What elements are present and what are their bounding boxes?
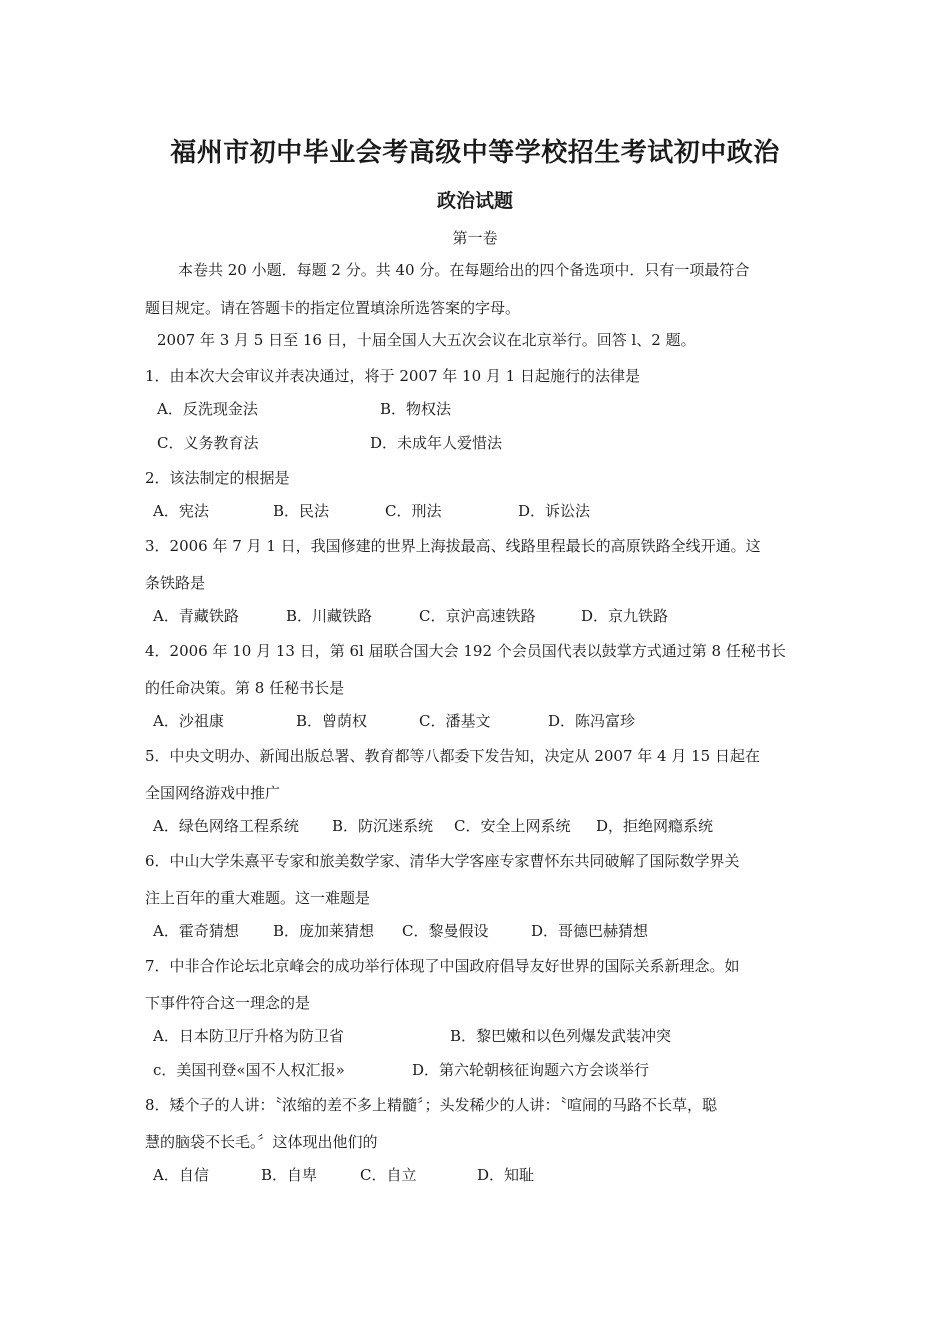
question-1-stem: 1．由本次大会审议并表决通过，将于 2007 年 10 月 1 日起施行的法律是 bbox=[145, 367, 640, 385]
question-5-option-c: C．安全上网系统 bbox=[454, 817, 571, 835]
question-8-option-b: B．自卑 bbox=[261, 1166, 318, 1184]
question-3-option-a: A．青藏铁路 bbox=[153, 607, 239, 625]
question-3-stem-line-2: 条铁路是 bbox=[145, 574, 206, 592]
question-4-stem-line-1: 4．2006 年 10 月 13 日，第 6l 届联合国大会 192 个会员国代表以鼓掌方式通过第 8 任秘书长 bbox=[145, 642, 786, 660]
question-3-option-d: D．京九铁路 bbox=[581, 607, 669, 625]
question-1-option-b: B．物权法 bbox=[380, 400, 452, 418]
question-5-stem-line-1: 5．中央文明办、新闻出版总署、教育都等八都委下发告知，决定从 2007 年 4 月 15 日起在 bbox=[145, 747, 760, 765]
question-6-option-c: C．黎曼假设 bbox=[402, 922, 489, 940]
question-8-option-d: D．知耻 bbox=[477, 1166, 535, 1184]
question-1-option-d: D．未成年人爱惜法 bbox=[370, 434, 503, 452]
question-6-option-d: D．哥德巴赫猜想 bbox=[531, 922, 649, 940]
question-2-option-b: B．民法 bbox=[273, 502, 330, 520]
question-4-option-a: A．沙祖康 bbox=[153, 712, 224, 730]
question-5-option-b: B．防沉迷系统 bbox=[332, 817, 434, 835]
instructions-line-2: 题目规定。请在答题卡的指定位置填涂所选答案的字母。 bbox=[145, 299, 521, 317]
question-7-option-d: D．第六轮朝核征询题六方会谈举行 bbox=[412, 1061, 650, 1079]
question-8-option-c: C．自立 bbox=[360, 1166, 417, 1184]
question-6-option-b: B．庞加莱猜想 bbox=[273, 922, 375, 940]
question-2-stem: 2．该法制定的根据是 bbox=[145, 469, 290, 487]
question-4-option-b: B．曾荫权 bbox=[296, 712, 368, 730]
context-paragraph: 2007 年 3 月 5 日至 16 日，十届全国人大五次会议在北京举行。回答 l、2 题。 bbox=[157, 331, 696, 349]
page-subtitle: 政治试题 bbox=[436, 190, 513, 212]
question-6-stem-line-1: 6．中山大学朱熹平专家和旅美数学家、清华大学客座专家曹怀东共同破解了国际数学界关 bbox=[145, 852, 740, 870]
page-title: 福州市初中毕业会考高级中等学校招生考试初中政治 bbox=[170, 138, 780, 168]
question-6-stem-line-2: 注上百年的重大难题。这一难题是 bbox=[145, 889, 371, 907]
question-3-option-b: B．川藏铁路 bbox=[286, 607, 373, 625]
question-8-option-a: A．自信 bbox=[153, 1166, 209, 1184]
question-5-option-a: A．绿色网络工程系统 bbox=[153, 817, 299, 835]
question-3-stem-line-1: 3．2006 年 7 月 1 日，我国修建的世界上海拔最高、线路里程最长的高原铁路全线开通。这 bbox=[145, 537, 761, 555]
question-7-option-c: c．美国刊登«国不人权汇报» bbox=[153, 1061, 345, 1079]
question-2-option-c: C．刑法 bbox=[385, 502, 442, 520]
question-7-stem-line-1: 7．中非合作论坛北京峰会的成功举行体现了中国政府倡导友好世界的国际关系新理念。如 bbox=[145, 957, 740, 975]
question-3-option-c: C．京沪高速铁路 bbox=[419, 607, 536, 625]
instructions-line-1: 本卷共 20 小题．每题 2 分。共 40 分。在每题给出的四个备选项中．只有一项最符合 bbox=[178, 261, 750, 279]
question-4-option-c: C．潘基文 bbox=[419, 712, 491, 730]
section-heading: 第一卷 bbox=[452, 229, 498, 247]
question-4-option-d: D．陈冯富珍 bbox=[548, 712, 636, 730]
question-4-stem-line-2: 的任命决策。第 8 任秘书长是 bbox=[145, 679, 345, 697]
question-7-stem-line-2: 下事件符合这一理念的是 bbox=[145, 994, 311, 1012]
question-7-option-a: A．日本防卫厅升格为防卫省 bbox=[153, 1027, 344, 1045]
question-2-option-a: A．宪法 bbox=[153, 502, 209, 520]
question-5-stem-line-2: 全国网络游戏中推广 bbox=[145, 784, 281, 802]
question-6-option-a: A．霍奇猜想 bbox=[153, 922, 239, 940]
question-2-option-d: D．诉讼法 bbox=[518, 502, 591, 520]
question-8-stem-line-2: 慧的脑袋不长毛。〞这体现出他们的 bbox=[145, 1133, 378, 1151]
question-1-option-c: C．义务教育法 bbox=[157, 434, 259, 452]
question-7-option-b: B．黎巴嫩和以色列爆发武装冲突 bbox=[450, 1027, 672, 1045]
question-1-option-a: A．反洗现金法 bbox=[157, 400, 258, 418]
question-8-stem-line-1: 8．矮个子的人讲：〝浓缩的差不多上精髓〞；头发稀少的人讲：〝喧闹的马路不长草，聪 bbox=[145, 1096, 718, 1114]
question-5-option-d: D，拒绝网瘾系统 bbox=[596, 817, 714, 835]
